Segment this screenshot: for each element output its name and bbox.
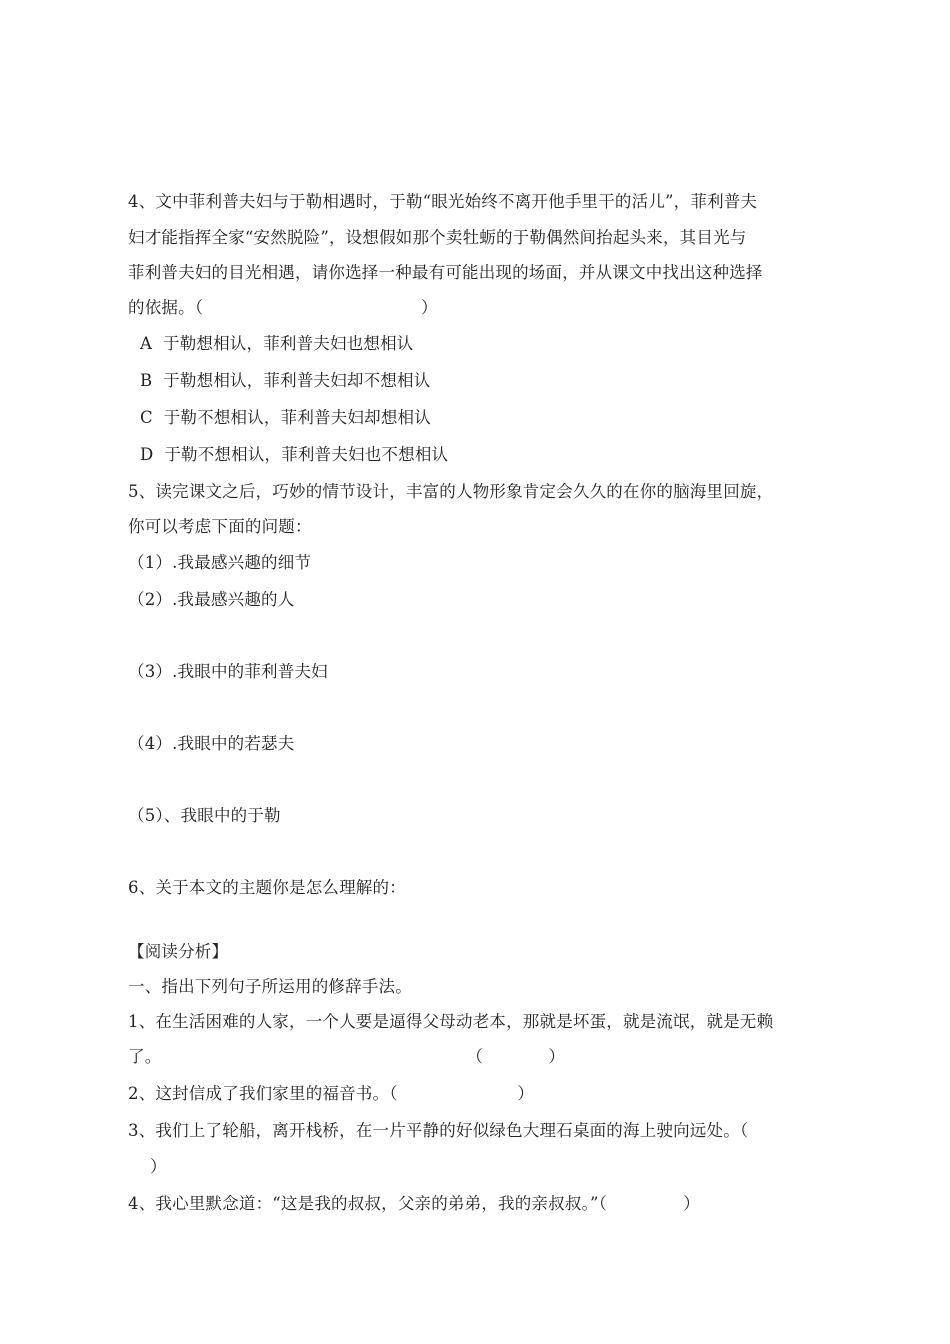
q5-item-1: （1）.我最感兴趣的细节 <box>128 553 312 572</box>
q4-option-d: D 于勒不想相认，菲利普夫妇也不想相认 <box>140 445 449 464</box>
reading-heading: 【阅读分析】 <box>128 942 229 961</box>
q5-item-2: （2）.我最感兴趣的人 <box>128 590 295 609</box>
q5-item-5: （5）、我眼中的于勒 <box>128 806 281 825</box>
sentence-3-line-2: ） <box>150 1157 167 1176</box>
sentence-3-line-1: 3、我们上了轮船，离开栈桥，在一片平静的好似绿色大理石桌面的海上驶向远处。（ <box>128 1121 749 1140</box>
q4-line-1: 4、文中菲利普夫妇与于勒相遇时，于勒“眼光始终不离开他手里干的活儿”，菲利普夫 <box>128 192 758 211</box>
q6-question: 6、关于本文的主题你是怎么理解的： <box>128 878 406 897</box>
q5-line-2: 你可以考虑下面的问题： <box>128 517 312 536</box>
q4-option-a: A 于勒想相认，菲利普夫妇也想相认 <box>140 334 414 353</box>
sentence-4: 4、我心里默念道：“这是我的叔叔，父亲的弟弟，我的亲叔叔。”（ ） <box>128 1194 700 1213</box>
q4-line-4: 的依据。（ ） <box>128 298 438 317</box>
q4-option-b: B 于勒想相认，菲利普夫妇却不想相认 <box>140 371 431 390</box>
sentence-2: 2、这封信成了我们家里的福音书。（ ） <box>128 1084 535 1103</box>
reading-section-title: 一、指出下列句子所运用的修辞手法。 <box>128 977 412 996</box>
q5-item-4: （4）.我眼中的若瑟夫 <box>128 734 295 753</box>
q5-line-1: 5、读完课文之后，巧妙的情节设计，丰富的人物形象肯定会久久的在你的脑海里回旋， <box>128 482 774 501</box>
sentence-1-line-1: 1、在生活困难的人家，一个人要是逼得父母动老本，那就是坏蛋，就是流氓，就是无赖 <box>128 1012 774 1031</box>
q5-item-3: （3）.我眼中的菲利普夫妇 <box>128 662 328 681</box>
sentence-1-line-2: 了。 （ ） <box>128 1047 566 1066</box>
q4-line-2: 妇才能指挥全家“安然脱险”，设想假如那个卖牡蛎的于勒偶然间抬起头来，其目光与 <box>128 228 747 247</box>
q4-option-c: C 于勒不想相认，菲利普夫妇却想相认 <box>140 408 431 427</box>
q4-line-3: 菲利普夫妇的目光相遇，请你选择一种最有可能出现的场面，并从课文中找出这种选择 <box>128 263 763 282</box>
